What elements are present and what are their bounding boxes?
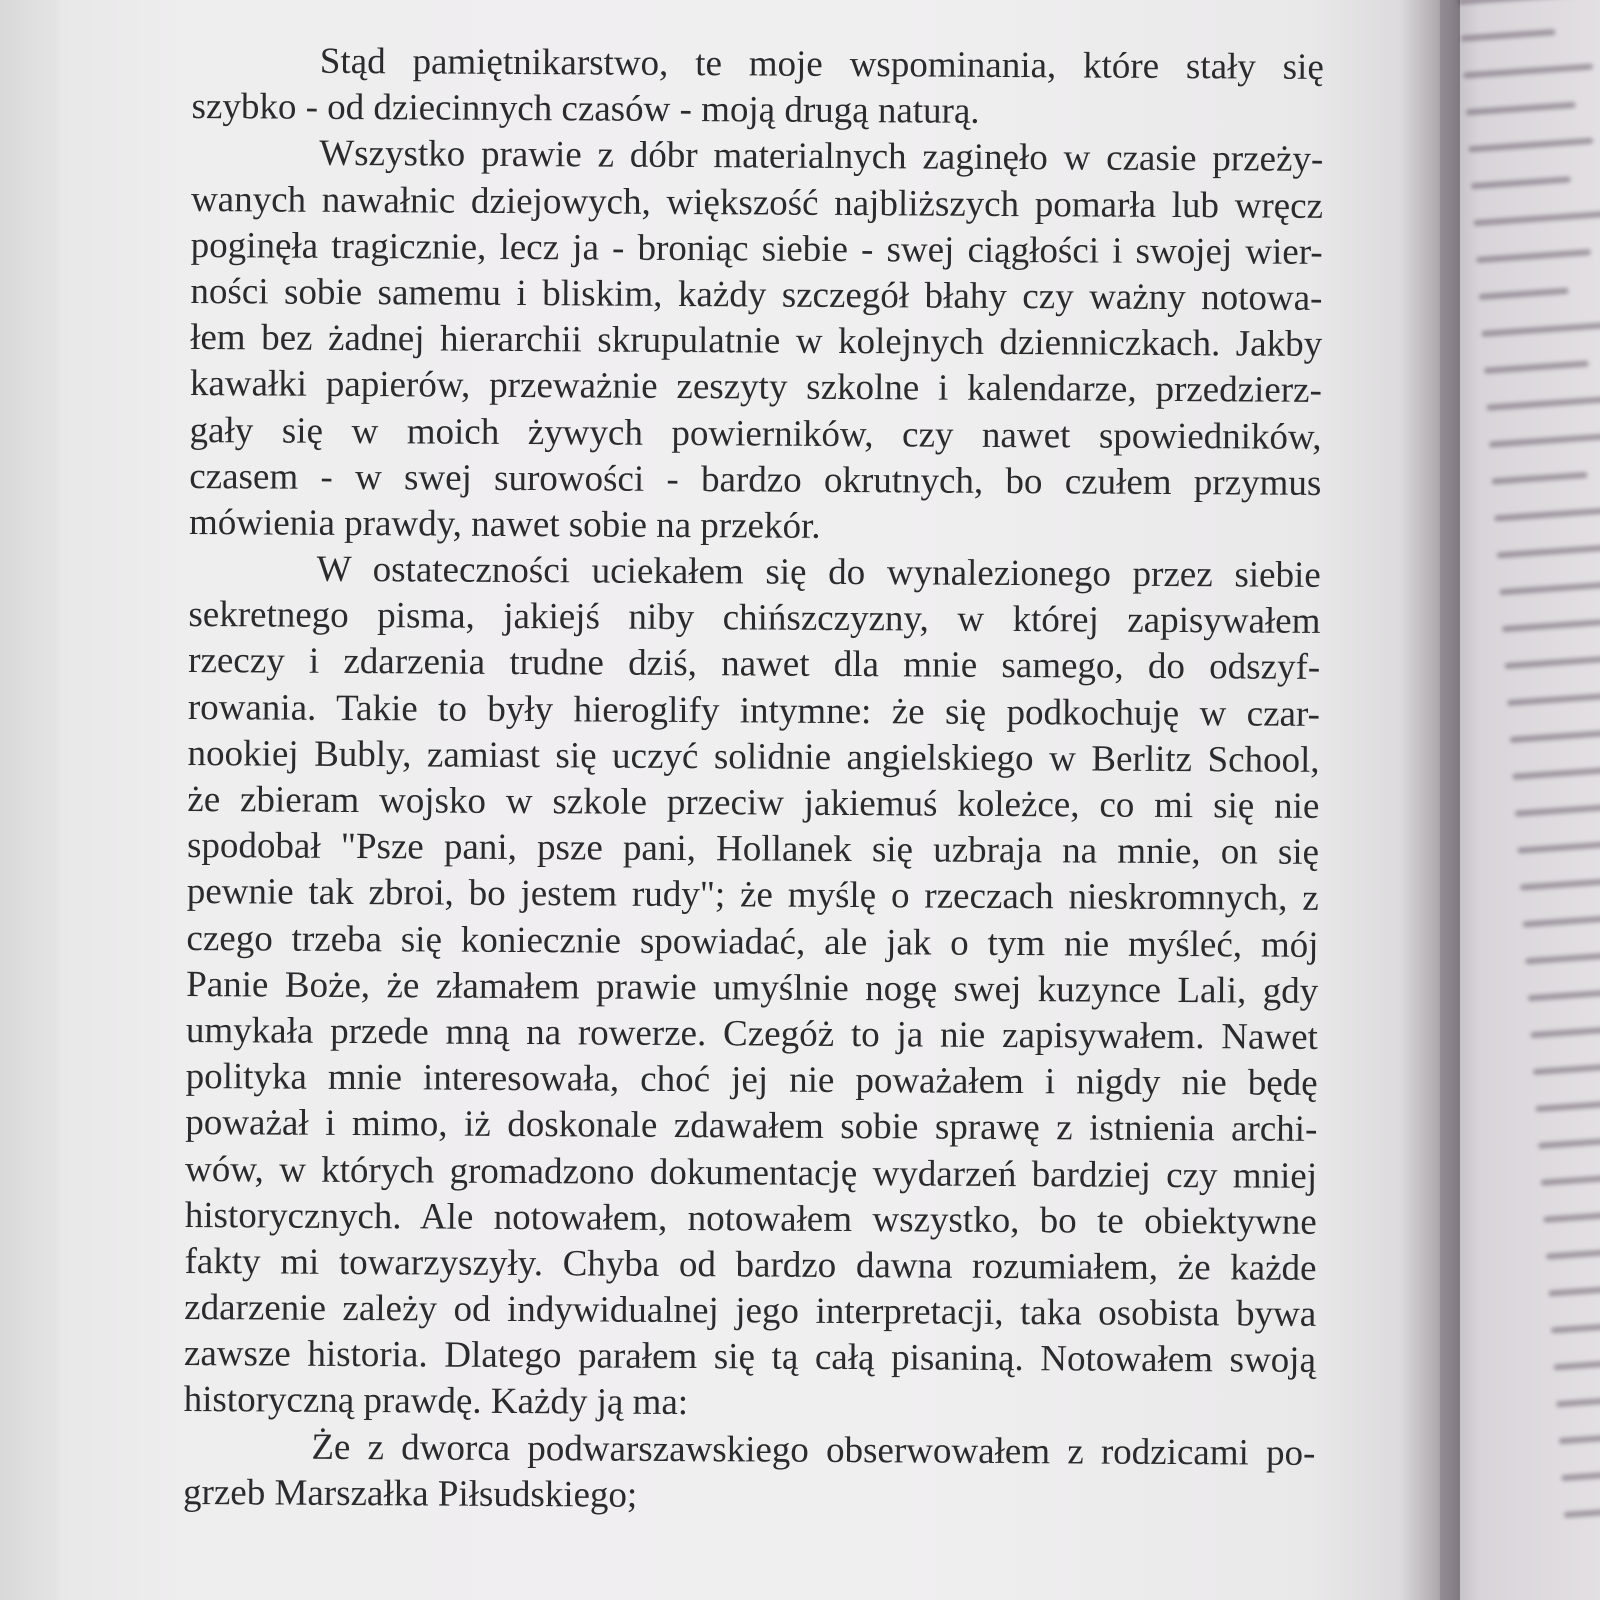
paragraph-4 xyxy=(183,1424,1316,1523)
text-line: kawałki papierów, przeważnie zeszyty szkolne i kalendarze, przedzierz- xyxy=(189,363,1322,412)
blurred-line xyxy=(1561,1466,1600,1481)
blurred-line xyxy=(1468,138,1593,153)
blurred-line xyxy=(1559,1431,1600,1444)
book-gutter-shadow xyxy=(1400,0,1460,1600)
blurred-line xyxy=(1461,29,1556,42)
text-line: gały się w moich żywych powierników, czy nawet spowiedników, xyxy=(189,409,1322,458)
text-line: sekretnego pisma, jakiejś niby chińszczyzny, w której zapisywałem xyxy=(188,594,1321,643)
blurred-line xyxy=(1546,1245,1600,1260)
text-line: grzeb Marszałka Piłsudskiego; xyxy=(182,1471,638,1516)
blurred-line xyxy=(1502,619,1600,632)
blurred-line xyxy=(1538,1136,1600,1149)
blurred-line xyxy=(1471,176,1571,189)
text-line: spodobał "Psze pani, psze pani, Hollanek się uzbraja na mnie, on się xyxy=(186,825,1320,874)
text-line: historyczną prawdę. Każdy ją ma: xyxy=(183,1379,689,1424)
text-line: ności sobie samemu i bliskim, każdy szczegół błahy czy ważny notowa- xyxy=(190,270,1323,319)
blurred-line xyxy=(1510,728,1600,743)
blurred-line xyxy=(1543,1209,1600,1223)
text-line: Panie Boże, że złamałem prawie umyślnie nogę swej kuzynce Lali, gdy xyxy=(186,963,1319,1012)
text-line: mówienia prawdy, nawet sobie na przekór. xyxy=(188,501,821,547)
blurred-line xyxy=(1517,840,1600,854)
blurred-line xyxy=(1512,767,1600,780)
blurred-line xyxy=(1535,1098,1600,1112)
blurred-line xyxy=(1525,950,1600,965)
paragraph-2 xyxy=(189,130,1324,553)
text-line: W ostateczności uciekałem się do wynalezionego przez siebie xyxy=(316,548,1321,596)
page-text xyxy=(183,38,1324,1523)
text-line: Że z dworca podwarszawskiego obserwowałem z rodzicami po- xyxy=(311,1426,1316,1474)
blurred-line xyxy=(1476,249,1591,263)
blurred-line xyxy=(1533,1062,1600,1075)
text-line: poginęła tragicznie, lecz ja - broniąc siebie - swej ciągłości i swojej wier- xyxy=(190,224,1323,273)
text-line: wanych nawałnic dziejowych, większość najbliższych pomarła lub wręcz xyxy=(190,178,1324,227)
blurred-line xyxy=(1564,1505,1600,1518)
blurred-line xyxy=(1486,396,1600,411)
blurred-line xyxy=(1473,211,1600,226)
blurred-line xyxy=(1499,580,1600,595)
text-line: łem bez żadnej hierarchii skrupulatnie w kolejnych dzienniczkach. Jakby xyxy=(190,317,1323,366)
blurred-line xyxy=(1548,1284,1600,1297)
blurred-line xyxy=(1556,1392,1600,1407)
paragraph-1 xyxy=(191,38,1324,137)
text-line: historycznych. Ale notowałem, notowałem wszystko, bo te obiektywne xyxy=(184,1194,1317,1243)
blurred-line xyxy=(1494,507,1600,522)
blurred-line xyxy=(1551,1319,1600,1334)
text-line: rowania. Takie to były hieroglify intymne: że się podkochuję w czar- xyxy=(187,686,1321,735)
text-line: zdarzenie zależy od indywidualnej jego interpretacji, taka osobista bywa xyxy=(184,1287,1317,1335)
text-line: czego trzeba się koniecznie spowiadać, ale jak o tym nie myśleć, mój xyxy=(186,917,1319,966)
text-line: polityka mnie interesowała, choć jej nie poważałem i nigdy nie będę xyxy=(185,1056,1318,1105)
text-line: czasem - w swej surowości - bardzo okrutnych, bo czułem przymus xyxy=(189,455,1322,504)
blurred-line xyxy=(1481,322,1600,337)
blurred-line xyxy=(1504,654,1600,669)
text-line: fakty mi towarzyszyły. Chyba od bardzo dawna rozumiałem, że każde xyxy=(184,1240,1317,1289)
text-line: rzeczy i zdarzenia trudne dziś, nawet dla mnie samego, do odszyf- xyxy=(188,640,1321,689)
blurred-line xyxy=(1507,692,1600,706)
text-line: Wszystko prawie z dóbr materialnych zaginęło w czasie przeży- xyxy=(319,133,1324,181)
blurred-line xyxy=(1515,802,1600,816)
text-line: zawsze historia. Dlatego parałem się tą całą pisaniną. Notowałem swoją xyxy=(183,1333,1317,1382)
blurred-line xyxy=(1466,102,1576,116)
previous-page-edge xyxy=(0,0,60,1600)
blurred-line xyxy=(1497,545,1600,559)
text-line: umykała przede mną na rowerze. Czegóż to ja nie zapisywałem. Nawet xyxy=(185,1009,1319,1058)
blurred-line xyxy=(1463,63,1593,78)
blurred-line xyxy=(1522,915,1600,927)
facing-page-blurred xyxy=(1440,0,1600,1600)
blurred-line xyxy=(1484,361,1589,374)
blurred-line xyxy=(1541,1171,1600,1186)
blurred-line xyxy=(1479,288,1569,300)
paragraph-3 xyxy=(184,546,1321,1430)
blurred-line xyxy=(1489,433,1600,447)
text-line: że zbieram wojsko w szkole przeciw jakiemuś koleżce, co mi się nie xyxy=(187,778,1320,827)
blurred-line xyxy=(1528,988,1600,1002)
blurred-line xyxy=(1492,472,1588,485)
blurred-text-lines xyxy=(1440,0,1600,1596)
blurred-line xyxy=(1458,0,1578,5)
text-line: pewnie tak zbroi, bo jestem rudy"; że myślę o rzeczach nieskromnych, z xyxy=(186,871,1319,920)
text-line: wów, w których gromadzono dokumentację wydarzeń bardziej czy mniej xyxy=(184,1148,1318,1197)
text-line: szybko - od dziecinnych czasów - moją drugą naturą. xyxy=(191,86,980,132)
blurred-line xyxy=(1520,876,1600,891)
text-line: nookiej Bubly, zamiast się uczyć solidnie angielskiego w Berlitz School, xyxy=(187,732,1320,781)
blurred-line xyxy=(1553,1357,1600,1371)
text-line: Stąd pamiętnikarstwo, te moje wspominania, które stały się xyxy=(319,40,1324,88)
text-line: poważał i mimo, iż doskonale zdawałem sobie sprawę z istnienia archi- xyxy=(185,1102,1318,1151)
blurred-line xyxy=(1530,1023,1600,1038)
